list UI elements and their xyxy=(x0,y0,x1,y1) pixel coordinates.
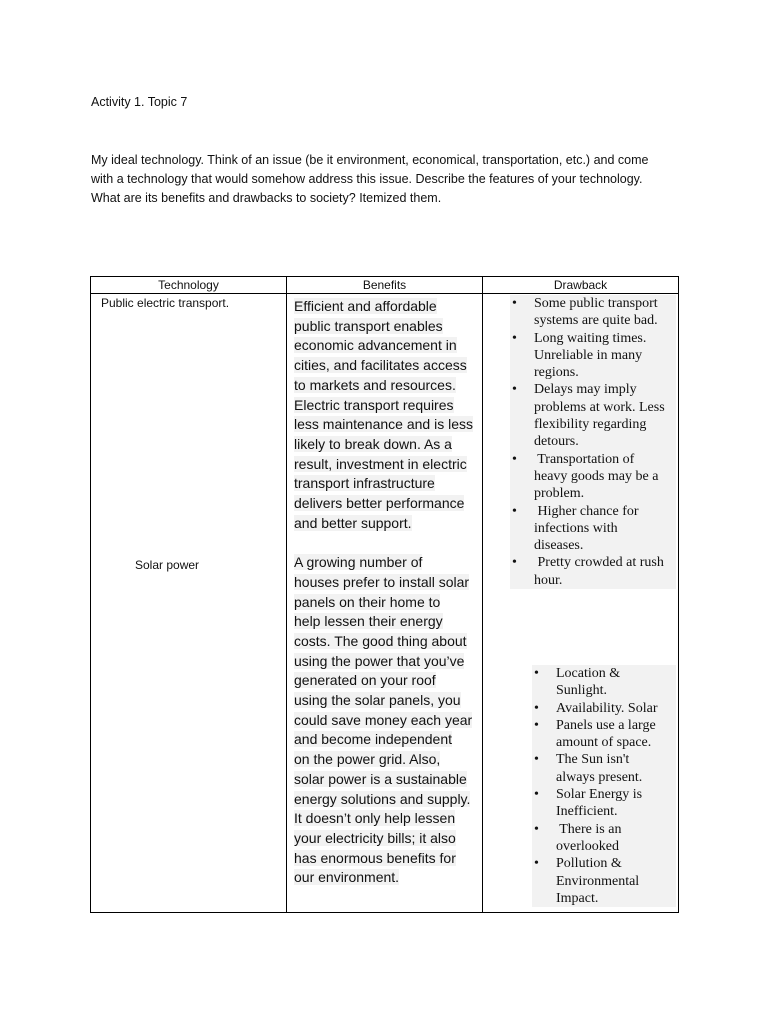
drawback-item-line: heavy goods may be a xyxy=(534,468,659,484)
drawback-item-line: Impact. xyxy=(556,890,599,906)
benefits-line xyxy=(294,612,478,632)
drawbacks-transport-list xyxy=(510,295,676,589)
benefits-line-text: less maintenance and is less xyxy=(294,416,473,433)
drawback-item xyxy=(510,451,676,503)
drawback-item-line: problems at work. Less xyxy=(534,399,665,415)
drawback-item-line: • The Sun isn't xyxy=(556,752,630,768)
instructions-line: My ideal technology. Think of an issue (be it environment, economical, transportation, etc.) and come xyxy=(91,153,649,167)
drawback-item xyxy=(510,381,676,450)
benefits-line-text: A growing number of xyxy=(294,554,423,571)
drawback-item xyxy=(532,751,676,786)
drawback-item xyxy=(510,503,676,555)
drawback-item-line: • Transportation of xyxy=(534,451,635,467)
benefits-line-text: delivers better performance xyxy=(294,495,465,512)
drawback-item xyxy=(532,717,676,752)
benefits-line-text: transport infrastructure xyxy=(294,475,435,492)
benefits-line-text: could save money each year xyxy=(294,711,473,728)
benefits-line-text: public transport enables xyxy=(294,317,443,334)
benefits-line-text: panels on their home to xyxy=(294,593,441,610)
benefits-line-text: cities, and facilitates access xyxy=(294,357,467,374)
drawback-item xyxy=(532,786,676,821)
benefits-line-text: your electricity bills; it also xyxy=(294,829,456,846)
drawback-item-line: • Long waiting times. xyxy=(534,330,647,346)
drawback-item-line: regions. xyxy=(534,365,579,381)
drawback-item xyxy=(510,295,676,330)
drawback-item-line: Sunlight. xyxy=(556,683,607,699)
benefits-line xyxy=(294,474,478,494)
header-technology: Technology xyxy=(158,278,219,292)
instructions-line: What are its benefits and drawbacks to society? Itemized them. xyxy=(91,191,442,205)
drawback-item-line: • Availability. Solar xyxy=(556,700,658,716)
drawback-item-line: amount of space. xyxy=(556,735,652,751)
benefits-line xyxy=(294,829,478,849)
benefits-line xyxy=(294,494,478,514)
header-benefits: Benefits xyxy=(362,278,407,292)
technology-public-transport: Public electric transport. xyxy=(101,296,230,310)
drawback-item xyxy=(532,855,676,907)
column-divider xyxy=(482,277,483,912)
instructions-line: with a technology that would somehow address this issue. Describe the features of your technology. xyxy=(91,172,643,186)
benefits-line xyxy=(294,671,478,691)
drawback-item xyxy=(532,821,676,856)
drawback-item-line: diseases. xyxy=(534,538,584,554)
drawback-item-line: Unreliable in many xyxy=(534,347,643,363)
benefits-line-text: economic advancement in xyxy=(294,337,457,354)
benefits-line xyxy=(294,730,478,750)
benefits-line xyxy=(294,415,478,435)
drawback-item-line: • Panels use a large xyxy=(556,717,656,733)
benefits-line-text: to markets and resources. xyxy=(294,376,456,393)
benefits-line-text: houses prefer to install solar xyxy=(294,573,470,590)
benefits-line xyxy=(294,809,478,829)
benefits-line xyxy=(294,573,478,593)
drawback-item-line: hour. xyxy=(534,572,563,588)
benefits-line xyxy=(294,711,478,731)
benefits-line xyxy=(294,849,478,869)
drawback-item-line: • There is an xyxy=(556,821,622,837)
technology-table xyxy=(90,276,679,913)
instructions-paragraph xyxy=(91,151,681,208)
drawback-item xyxy=(510,554,676,589)
benefits-line xyxy=(294,455,478,475)
benefits-line-text: Efficient and affordable xyxy=(294,298,437,314)
benefits-line xyxy=(294,750,478,770)
drawback-item-line: • Location & xyxy=(556,666,621,681)
benefits-line xyxy=(294,336,478,356)
technology-solar-power: Solar power xyxy=(135,558,200,572)
benefits-line-text: result, investment in electric xyxy=(294,455,467,472)
drawback-item-line: Inefficient. xyxy=(556,804,618,820)
benefits-line-text: help lessen their energy xyxy=(294,613,443,630)
benefits-line xyxy=(294,790,478,810)
drawback-item-line: • Solar Energy is xyxy=(556,787,643,803)
benefits-line-text: using the solar panels, you xyxy=(294,692,461,709)
drawback-item-line: systems are quite bad. xyxy=(534,313,658,329)
drawbacks-solar-list xyxy=(532,665,676,907)
benefits-line-text: It doesn’t only help lessen xyxy=(294,810,456,827)
drawback-item-line: flexibility regarding xyxy=(534,417,647,433)
benefits-line xyxy=(294,632,478,652)
benefits-line xyxy=(294,770,478,790)
drawback-item-line: always present. xyxy=(556,769,643,785)
drawback-item xyxy=(510,330,676,382)
benefits-line-text: energy solutions and supply. xyxy=(294,790,471,807)
benefits-line-text: and better support. xyxy=(294,514,412,531)
drawback-item-line: detours. xyxy=(534,434,579,450)
benefits-line xyxy=(294,514,478,534)
benefits-line xyxy=(294,376,478,396)
benefits-line-text: using the power that you’ve xyxy=(294,652,465,669)
header-drawback: Drawback xyxy=(553,278,608,292)
benefits-line-text: has enormous benefits for xyxy=(294,849,456,866)
drawback-item-line: • Some public transport xyxy=(534,296,658,311)
benefits-line-text: solar power is a sustainable xyxy=(294,770,467,787)
drawback-item-line: • Delays may imply xyxy=(534,382,637,398)
benefits-line-text: on the power grid. Also, xyxy=(294,751,441,768)
drawback-item-line: infections with xyxy=(534,520,618,536)
activity-heading: Activity 1. Topic 7 xyxy=(91,95,188,109)
column-divider xyxy=(286,277,287,912)
drawback-item-line: problem. xyxy=(534,486,585,502)
benefits-line xyxy=(294,317,478,337)
benefits-line-text: costs. The good thing about xyxy=(294,632,467,649)
benefits-text xyxy=(294,297,478,888)
benefits-line xyxy=(294,553,478,573)
benefits-line xyxy=(294,396,478,416)
benefits-line xyxy=(294,297,478,317)
drawback-item xyxy=(532,700,676,717)
benefits-line-text: Electric transport requires xyxy=(294,396,454,413)
benefits-line-text: and become independent xyxy=(294,731,453,748)
benefits-line-text: generated on your roof xyxy=(294,672,436,689)
benefits-line xyxy=(294,652,478,672)
drawback-item-line: • Pollution & xyxy=(556,856,622,872)
benefits-line xyxy=(294,593,478,613)
benefits-line-text: likely to break down. As a xyxy=(294,435,452,452)
benefits-line xyxy=(294,691,478,711)
benefits-line xyxy=(294,868,478,888)
drawback-item-line: overlooked xyxy=(556,838,619,854)
benefits-line-text: our environment. xyxy=(294,869,400,886)
header-divider xyxy=(91,293,678,294)
drawback-item xyxy=(532,665,676,700)
benefits-line xyxy=(294,435,478,455)
drawback-item-line: Environmental xyxy=(556,873,640,889)
benefits-line xyxy=(294,356,478,376)
drawback-item-line: • Pretty crowded at rush xyxy=(534,555,664,571)
drawback-item-line: • Higher chance for xyxy=(534,503,639,519)
